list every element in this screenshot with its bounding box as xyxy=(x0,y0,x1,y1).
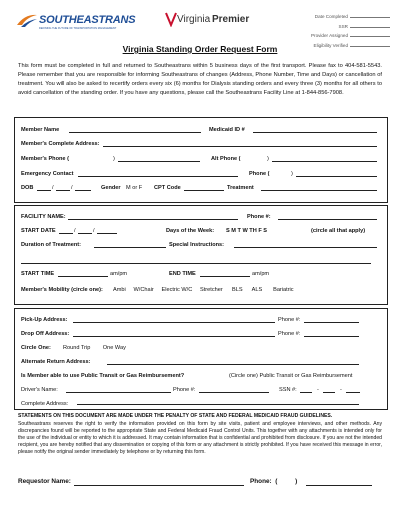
driver-name-label: Driver's Name: xyxy=(21,387,58,393)
pickup-phone-label: Phone #: xyxy=(278,317,301,323)
member-phone-label: Member's Phone ( xyxy=(21,156,69,162)
mobility-options[interactable]: Ambi W/Chair Electric W/C Stretcher BLS ALS Bariatric xyxy=(113,287,294,293)
alt-phone-field[interactable] xyxy=(272,156,377,162)
end-time-field[interactable] xyxy=(200,271,250,277)
intro-text: This form must be completed in full and returned to Southeastrans within 5 business days of the first transport. Please fax to 404-581-5543. Please remember that you are responsible for informing Southeastrans of changes (Address, Phone Number, Time and Days) or cancellation of treatment. You will also be asked to recertify orders every six (6) months for Dialysis standing orders and every three (3) months for all others to avoid cancellation of the standing order. If you have any questions, please call the Southeastrans Facility Line at 1-844-856-7908. xyxy=(18,63,382,96)
gender-label: Gender xyxy=(101,185,121,191)
page-title: Virginia Standing Order Request Form xyxy=(122,44,278,54)
requestor-field[interactable] xyxy=(74,478,244,486)
alt-return-label: Alternate Return Address: xyxy=(21,359,91,365)
meta-ssr: SSR xyxy=(338,23,348,29)
dob-day[interactable] xyxy=(56,185,70,191)
member-section: Member Name Medicaid ID # Member's Complete Address: Member's Phone ( ) Alt Phone ( ) Emergency Contact Phone ( ) DOB / / Gender M or F CPT Code Treatment xyxy=(14,117,388,203)
cpt-label: CPT Code xyxy=(154,185,181,191)
logo-tagline: DEFINING THE FUTURE OF TRANSPORTATION MANAGEMENT xyxy=(39,27,117,30)
driver-phone-label: Phone #: xyxy=(173,387,196,393)
medicaid-id-field[interactable] xyxy=(253,127,377,133)
ssn-part1[interactable] xyxy=(300,387,312,393)
start-date-label: START DATE xyxy=(21,228,56,234)
duration-field[interactable] xyxy=(94,242,166,248)
special-field-line2[interactable] xyxy=(21,260,371,264)
start-ampm[interactable]: am/pm xyxy=(110,271,128,277)
treatment-label: Treatment xyxy=(227,185,254,191)
special-label: Special Instructions: xyxy=(169,242,225,248)
emergency-label: Emergency Contact xyxy=(21,171,74,177)
swoosh-icon xyxy=(16,12,38,28)
ssn-part2[interactable] xyxy=(323,387,335,393)
driver-phone-field[interactable] xyxy=(199,387,269,393)
circle-label: Circle One: xyxy=(21,345,51,351)
start-time-label: START TIME xyxy=(21,271,55,277)
dropoff-phone-label: Phone #: xyxy=(278,331,301,337)
alt-return-field[interactable] xyxy=(107,359,359,365)
start-time-field[interactable] xyxy=(58,271,108,277)
end-ampm[interactable]: am/pm xyxy=(252,271,270,277)
member-name-field[interactable] xyxy=(69,127,201,133)
member-phone-field[interactable] xyxy=(118,156,200,162)
ssn-label: SSN #: xyxy=(279,387,297,393)
days-label: Days of the Week: xyxy=(166,228,215,234)
dropoff-field[interactable] xyxy=(73,331,275,337)
alt-phone-label: Alt Phone ( xyxy=(211,156,241,162)
requestor-label: Requestor Name: xyxy=(18,478,71,485)
phone2-field[interactable] xyxy=(296,171,377,177)
dob-year[interactable] xyxy=(75,185,91,191)
complete-address-label: Complete Address: xyxy=(21,401,69,407)
requestor-row xyxy=(18,478,388,487)
dob-month[interactable] xyxy=(37,185,51,191)
start-day[interactable] xyxy=(78,228,92,234)
meta-eligibility: Eligibility Verified xyxy=(313,42,348,48)
facility-section: FACILITY NAME: Phone #: START DATE / / Days of the Week: S M T W TH F S (circle all that apply) Duration of Treatment: Special Instructions: START TIME am/pm END TIME am/pm Member's Mobility (circle one): Ambi W/Chair Electric W/C Stretcher BLS ALS Bariatric xyxy=(14,205,388,305)
facility-phone-label: Phone #: xyxy=(247,214,271,220)
premier-mark-icon xyxy=(164,11,178,27)
complete-address-field[interactable] xyxy=(77,401,359,405)
pickup-field[interactable] xyxy=(73,317,275,323)
meta-date-completed: Date Completed xyxy=(314,14,348,19)
dropoff-label: Drop Off Address: xyxy=(21,331,70,337)
end-time-label: END TIME xyxy=(169,271,196,277)
premier-text-b: Premier xyxy=(212,14,250,25)
virginia-premier-logo xyxy=(164,10,250,30)
logo-text: SOUTHEASTRANS xyxy=(39,14,136,26)
premier-text-a: Virginia xyxy=(177,14,211,25)
trip-section: Pick-Up Address: Phone #: Drop Off Address: Phone #: Circle One: Round Trip One Way Alternate Return Address: Is Member able to use Public Transit or Gas Reimbursement? (Circle one) Public Transit or Gas Reimbursement Driver's Name: Phone #: SSN #: - - Complete Address: xyxy=(14,308,388,410)
trip-type-options[interactable]: Round Trip One Way xyxy=(63,345,126,351)
southeastrans-logo xyxy=(16,10,156,36)
dob-label: DOB xyxy=(21,185,34,191)
start-month[interactable] xyxy=(59,228,73,234)
statements-heading: STATEMENTS ON THIS DOCUMENT ARE MADE UNDER THE PENALTY OF STATE AND FEDERAL MEDICAID FRAUD GUIDELINES. xyxy=(18,413,333,419)
driver-name-field[interactable] xyxy=(66,387,171,393)
facility-name-field[interactable] xyxy=(68,214,238,220)
requestor-phone-field[interactable] xyxy=(306,478,372,486)
phone2-label: Phone ( xyxy=(249,171,270,177)
cpt-field[interactable] xyxy=(184,185,224,191)
meta-provider: Provider Assigned xyxy=(310,33,348,38)
start-year[interactable] xyxy=(97,228,117,234)
duration-label: Duration of Treatment: xyxy=(21,242,81,248)
facility-name-label: FACILITY NAME: xyxy=(21,214,66,220)
medicaid-id-label: Medicaid ID # xyxy=(209,127,245,133)
pickup-label: Pick-Up Address: xyxy=(21,317,68,323)
dropoff-phone-field[interactable] xyxy=(304,331,359,337)
pickup-phone-field[interactable] xyxy=(304,317,359,323)
member-name-label: Member Name xyxy=(21,127,60,133)
address-label: Member's Complete Address: xyxy=(21,141,100,147)
emergency-field[interactable] xyxy=(78,171,238,177)
public-transit-question: Is Member able to use Public Transit or Gas Reimbursement? xyxy=(21,373,185,379)
facility-phone-field[interactable] xyxy=(278,214,377,220)
treatment-field[interactable] xyxy=(261,185,377,191)
mobility-label: Member's Mobility (circle one): xyxy=(21,287,103,293)
days-options[interactable]: S M T W TH F S xyxy=(226,228,268,234)
requestor-phone-label: Phone: ( ) xyxy=(250,478,298,485)
statements-body: Southeastrans reserves the right to verify the information provided on this form by site visits, patient and employee interviews, and other methods. Any discrepancies found will be reported to the appropriate State and Federal Medicaid Fraud Control Units. This together with any attachments is intended only for the use of the individual or entity to which it is addressed. It may contain information that is confidential and prohibited from disclosure. If you are not the intended recipient, you are hereby notified that any dissemination or copying of this form or any attachment is strictly prohibited. If you have received this message in error, please notify the original sender immediately by telephone or by returning this form. xyxy=(18,421,382,456)
gender-options[interactable]: M or F xyxy=(126,185,143,191)
ssn-part3[interactable] xyxy=(346,387,360,393)
days-note: (circle all that apply) xyxy=(311,228,366,234)
special-field[interactable] xyxy=(234,242,377,248)
address-field[interactable] xyxy=(103,141,377,147)
public-transit-options[interactable]: (Circle one) Public Transit or Gas Reimbursement xyxy=(229,373,353,379)
